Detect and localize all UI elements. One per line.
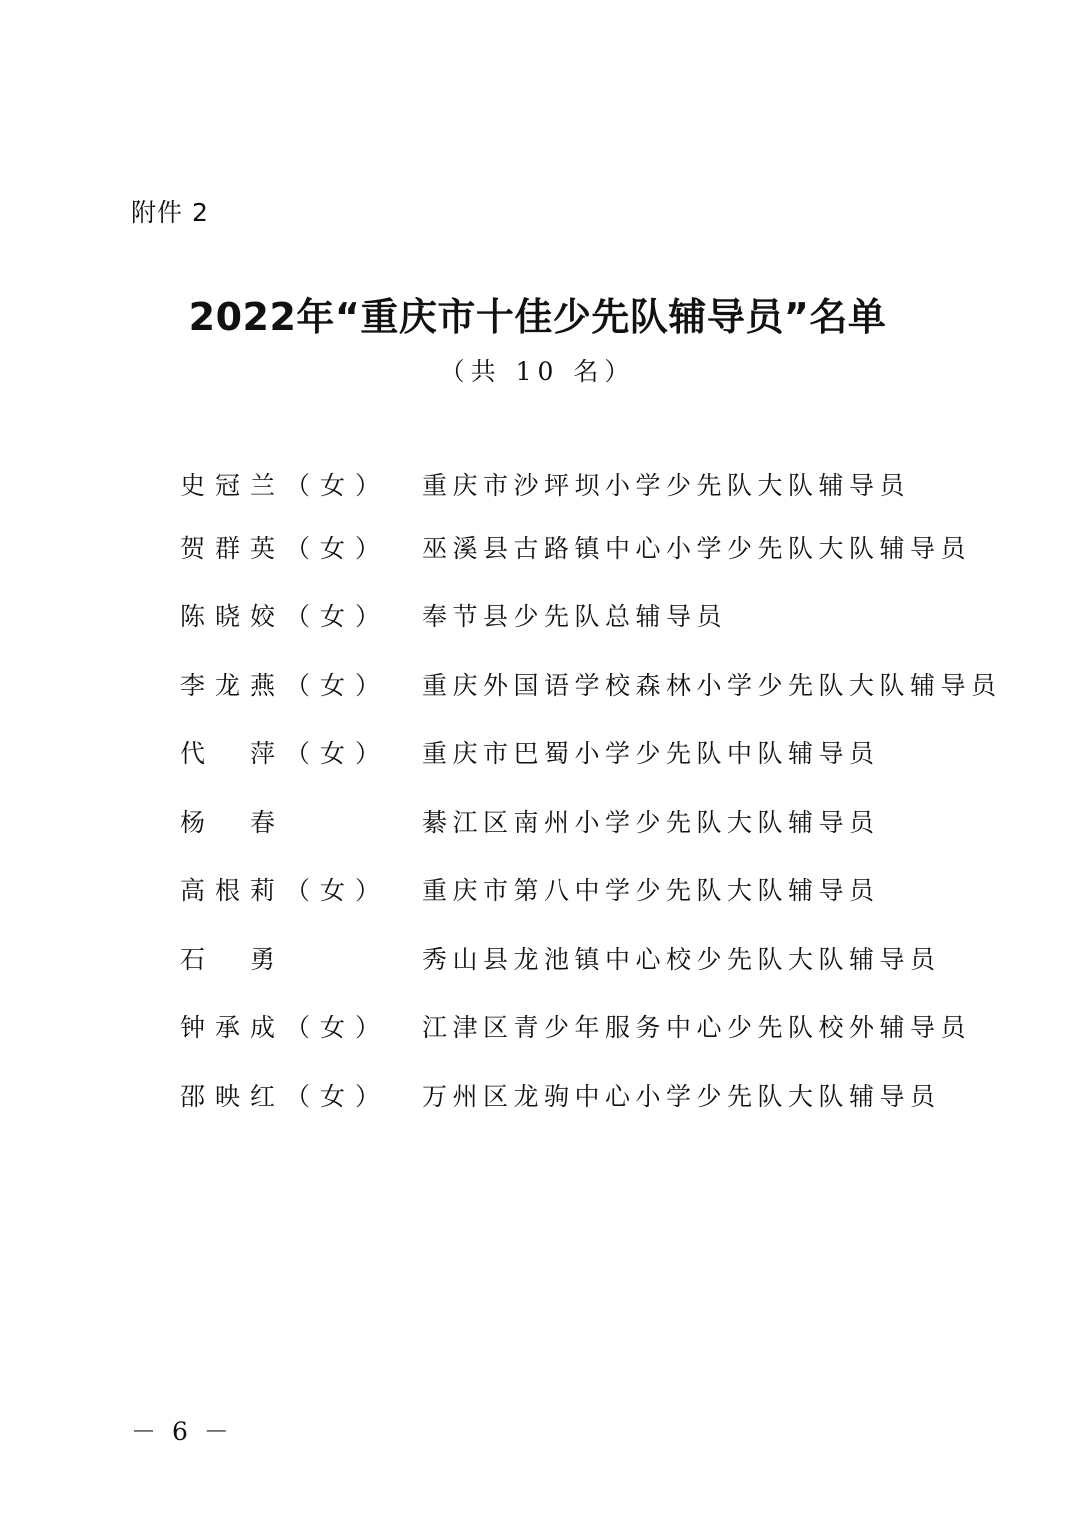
person-name: 李龙燕（女） — [180, 671, 391, 700]
person-unit: 重庆外国语学校森林小学少先队大队辅导员 — [422, 671, 1002, 700]
list-item — [180, 940, 1020, 980]
list-item — [180, 803, 1020, 843]
document-title: 2022年“重庆市十佳少先队辅导员”名单 — [188, 295, 887, 339]
person-name: 钟承成（女） — [180, 1013, 391, 1042]
person-name: 代 萍（女） — [180, 739, 391, 768]
person-unit: 綦江区南州小学少先队大队辅导员 — [422, 808, 880, 837]
person-unit: 江津区青少年服务中心少先队校外辅导员 — [422, 1013, 972, 1042]
person-unit: 万州区龙驹中心小学少先队大队辅导员 — [422, 1082, 941, 1111]
list-item — [180, 1077, 1020, 1117]
person-name: 史冠兰（女） — [180, 471, 391, 500]
person-unit: 奉节县少先队总辅导员 — [422, 602, 728, 631]
person-unit: 巫溪县古路镇中心小学少先队大队辅导员 — [422, 534, 972, 563]
person-name: 高根莉（女） — [180, 876, 391, 905]
list-item — [180, 466, 1020, 506]
list-item — [180, 734, 1020, 774]
document-subtitle: （共 10 名） — [439, 357, 636, 386]
list-item — [180, 529, 1020, 569]
person-name: 石 勇 — [180, 945, 286, 974]
list-item — [180, 666, 1020, 706]
person-name: 杨 春 — [180, 808, 286, 837]
person-unit: 重庆市巴蜀小学少先队中队辅导员 — [422, 739, 880, 768]
person-name: 邵映红（女） — [180, 1082, 391, 1111]
person-unit: 重庆市沙坪坝小学少先队大队辅导员 — [422, 471, 911, 500]
attachment-label: 附件 2 — [131, 198, 209, 227]
page-number: － 6 － — [131, 1417, 233, 1446]
person-name: 贺群英（女） — [180, 534, 391, 563]
list-item — [180, 1008, 1020, 1048]
person-name: 陈晓姣（女） — [180, 602, 391, 631]
list-item — [180, 871, 1020, 911]
person-unit: 重庆市第八中学少先队大队辅导员 — [422, 876, 880, 905]
person-unit: 秀山县龙池镇中心校少先队大队辅导员 — [422, 945, 941, 974]
list-item — [180, 597, 1020, 637]
